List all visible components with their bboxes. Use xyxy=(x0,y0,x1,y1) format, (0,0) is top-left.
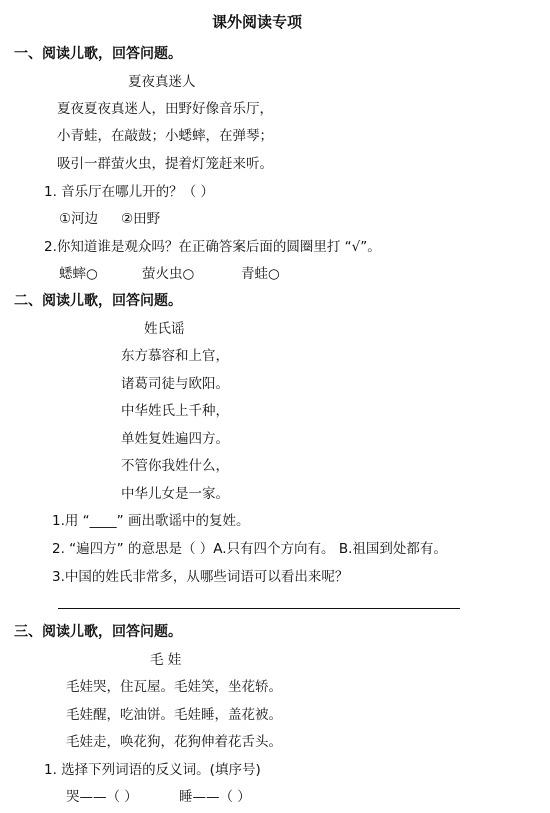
poem-1-line-3: 吸引一群萤火虫，提着灯笼赶来听。 xyxy=(57,156,273,172)
s3-q1-item-sleep[interactable]: 睡——（ ） xyxy=(179,789,251,805)
poem-3-line-2: 毛娃醒，吃油饼。毛娃睡，盖花被。 xyxy=(66,707,282,723)
poem-2-line-5: 不管你我姓什么， xyxy=(121,458,229,474)
s3-q1-item-cry[interactable]: 哭——（ ） xyxy=(66,789,138,805)
section-1-heading: 一、阅读儿歌，回答问题。 xyxy=(14,46,182,62)
s2-q3-answer-line[interactable] xyxy=(58,608,460,609)
s1-question-2: 2.你知道谁是观众吗？在正确答案后面的圆圈里打 “√”。 xyxy=(44,239,381,255)
poem-3-title: 毛 娃 xyxy=(150,652,182,668)
poem-2-line-4: 单姓复姓遍四方。 xyxy=(121,431,229,447)
s3-question-1: 1. 选择下列词语的反义词。(填序号) xyxy=(44,762,261,778)
s1-q2-option-frog[interactable]: 青蛙○ xyxy=(241,266,280,282)
poem-2-line-6: 中华儿女是一家。 xyxy=(121,486,229,502)
poem-3-line-1: 毛娃哭，住瓦屋。毛娃笑，坐花轿。 xyxy=(66,679,282,695)
page-title: 课外阅读专项 xyxy=(212,13,303,31)
poem-3-line-3: 毛娃走，唤花狗，花狗伸着花舌头。 xyxy=(66,734,282,750)
poem-1-title: 夏夜真迷人 xyxy=(128,74,196,90)
s2-question-1: 1.用 “____” 画出歌谣中的复姓。 xyxy=(52,513,250,529)
s2-question-3: 3.中国的姓氏非常多，从哪些词语可以看出来呢？ xyxy=(52,569,349,585)
s1-question-1: 1. 音乐厅在哪儿开的？（ ） xyxy=(44,184,214,200)
poem-2-line-3: 中华姓氏上千种， xyxy=(121,403,229,419)
s1-q1-option-1[interactable]: ①河边 xyxy=(59,211,99,227)
poem-2-line-2: 诸葛司徒与欧阳。 xyxy=(121,376,229,392)
section-2-heading: 二、阅读儿歌，回答问题。 xyxy=(14,293,182,309)
s1-q2-option-firefly[interactable]: 萤火虫○ xyxy=(142,266,195,282)
s1-q1-option-2[interactable]: ②田野 xyxy=(121,211,161,227)
poem-1-line-1: 夏夜夏夜真迷人，田野好像音乐厅， xyxy=(57,101,273,117)
poem-2-title: 姓氏谣 xyxy=(144,321,185,337)
section-3-heading: 三、阅读儿歌，回答问题。 xyxy=(14,624,182,640)
s1-q2-option-cricket[interactable]: 蟋蟀○ xyxy=(59,266,98,282)
s2-question-2: 2. “遍四方” 的意思是（ ）A.只有四个方向有。 B.祖国到处都有。 xyxy=(52,541,447,557)
poem-2-line-1: 东方慕容和上官， xyxy=(121,348,229,364)
poem-1-line-2: 小青蛙，在敲鼓；小蟋蟀，在弹琴； xyxy=(57,128,273,144)
